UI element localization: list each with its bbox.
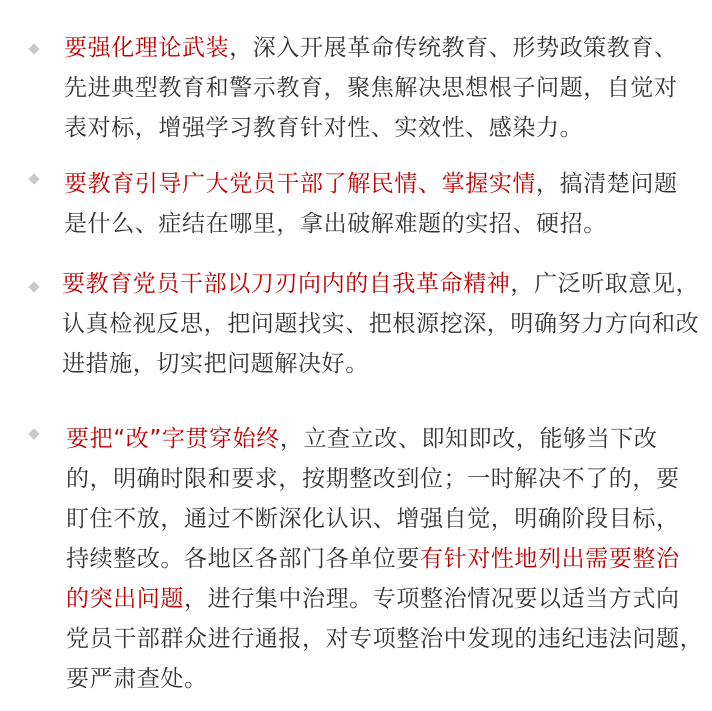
item-text [62,264,699,384]
diamond-bullet-icon [28,281,39,292]
highlighted-phrase: 有针对性地列出需要整治 [420,546,680,572]
text-line: 要教育引导广大党员干部了解民情、掌握实情，搞清楚问题 [64,171,678,197]
diamond-bullet-icon [28,428,39,439]
text-line: 要严肃查处。 [66,666,208,692]
diamond-bullet-icon [28,173,39,184]
text-line: 党员干部群众进行通报，对专项整治中发现的违纪违法问题， [66,626,704,652]
text-line: 进措施，切实把问题解决好。 [62,351,369,377]
highlighted-phrase: 的突出问题 [66,586,184,612]
text-line: 要把“改”字贯穿始终，立查立改、即知即改，能够当下改 [66,426,658,452]
diamond-bullet-icon [28,43,39,54]
text-line: 要强化理论武装，深入开展革命传统教育、形势政策教育、 [64,35,678,61]
text-line: 的，明确时限和要求，按期整改到位；一时解决不了的，要 [66,466,680,492]
item-text [66,419,703,699]
item-text [64,28,678,148]
text-line: 要教育党员干部以刀刃向内的自我革命精神，广泛听取意见， [62,271,700,297]
text-line: 是什么、症结在哪里，拿出破解难题的实招、硬招。 [64,211,607,237]
highlighted-phrase: 要把“改”字贯穿始终 [66,426,280,452]
text-line: 的突出问题，进行集中治理。专项整治情况要以适当方式向 [66,586,680,612]
text-line: 持续整改。各地区各部门各单位要有针对性地列出需要整治 [66,546,680,572]
text-line: 先进典型教育和警示教育，聚焦解决思想根子问题，自觉对 [64,75,678,101]
highlighted-phrase: 要教育党员干部以刀刃向内的自我革命精神 [62,271,511,297]
highlighted-phrase: 要强化理论武装 [64,35,230,61]
text-line: 认真检视反思，把问题找实、把根源挖深，明确努力方向和改 [62,311,700,337]
item-text [64,164,678,244]
highlighted-phrase: 要教育引导广大党员干部了解民情、掌握实情 [64,171,536,197]
text-line: 表对标，增强学习教育针对性、实效性、感染力。 [64,115,584,141]
text-line: 盯住不放，通过不断深化认识、增强自觉，明确阶段目标， [66,506,680,532]
